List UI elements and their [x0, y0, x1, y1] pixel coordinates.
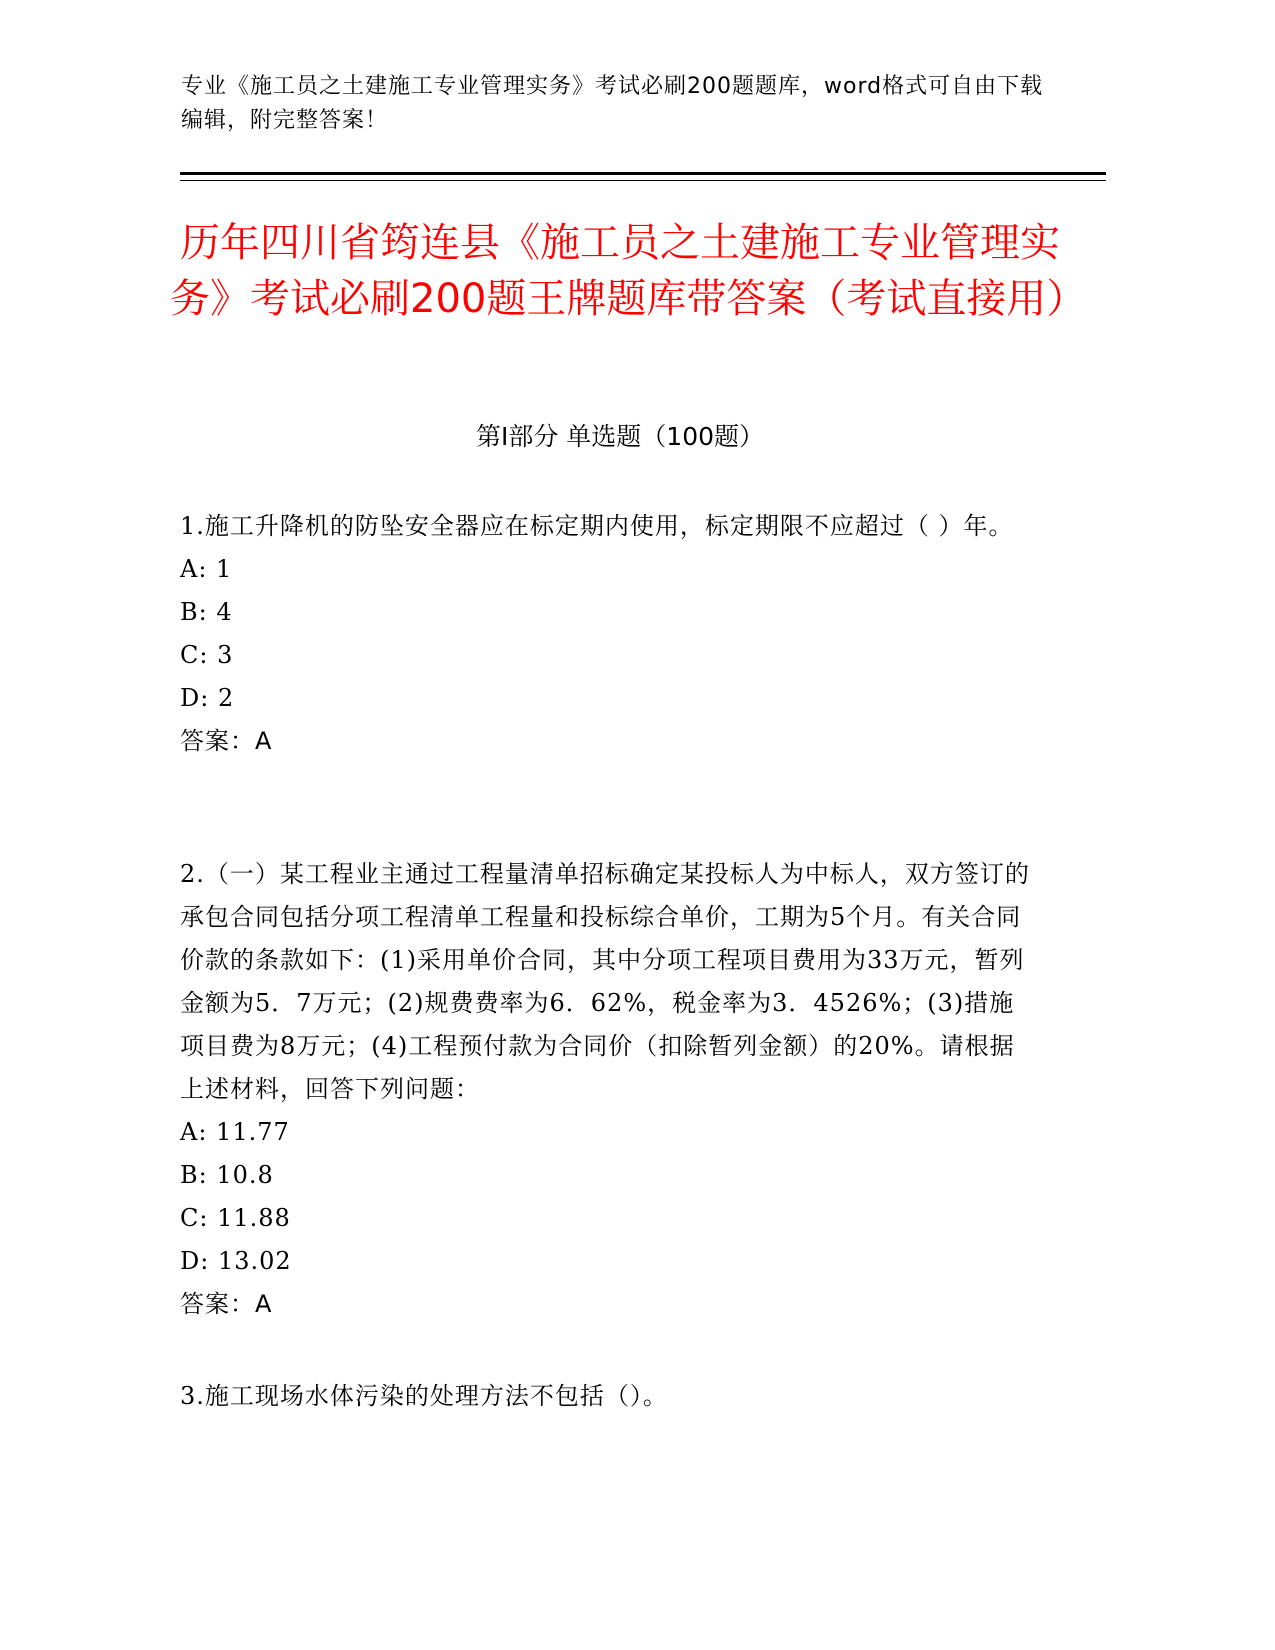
option-d: D: 2 [180, 684, 235, 712]
header-divider-thick [180, 172, 1106, 175]
option-b: B: 10.8 [180, 1161, 274, 1189]
option-a: A: 1 [180, 555, 233, 583]
question-1 [180, 505, 1030, 763]
answer-line: 答案：A [180, 1290, 273, 1318]
header-divider-thin [180, 180, 1106, 181]
question-stem: 3.施工现场水体污染的处理方法不包括（）。 [180, 1382, 668, 1410]
section-heading: 第I部分 单选题（100题） [475, 422, 765, 451]
document-title: 历年四川省筠连县《施工员之土建施工专业管理实务》考试必刷200题王牌题库带答案（考试直接用） [170, 220, 1087, 322]
question-stem: 1.施工升降机的防坠安全器应在标定期内使用，标定期限不应超过（ ）年。 [180, 512, 1014, 540]
option-a: A: 11.77 [180, 1118, 290, 1146]
header-note: 专业《施工员之土建施工专业管理实务》考试必刷200题题库，word格式可自由下载编辑，附完整答案！ [181, 74, 1044, 133]
option-d: D: 13.02 [180, 1247, 292, 1275]
question-stem: 2.（一）某工程业主通过工程量清单招标确定某投标人为中标人，双方签订的承包合同包括分项工程清单工程量和投标综合单价，工期为5个月。有关合同价款的条款如下：(1)采用单价合同，其中分项工程项目费用为33万元，暂列金额为5．7万元；(2)规费费率为6．62%，税金率为3．4526%；(3)措施项目费为8万元；(4)工程预付款为合同价（扣除暂列金额）的20%。请根据上述材料，回答下列问题： [180, 860, 1030, 1103]
question-2 [180, 853, 1030, 1326]
option-b: B: 4 [180, 598, 233, 626]
answer-line: 答案：A [180, 727, 273, 755]
option-c: C: 11.88 [180, 1204, 291, 1232]
option-c: C: 3 [180, 641, 234, 669]
question-3 [180, 1375, 1030, 1418]
